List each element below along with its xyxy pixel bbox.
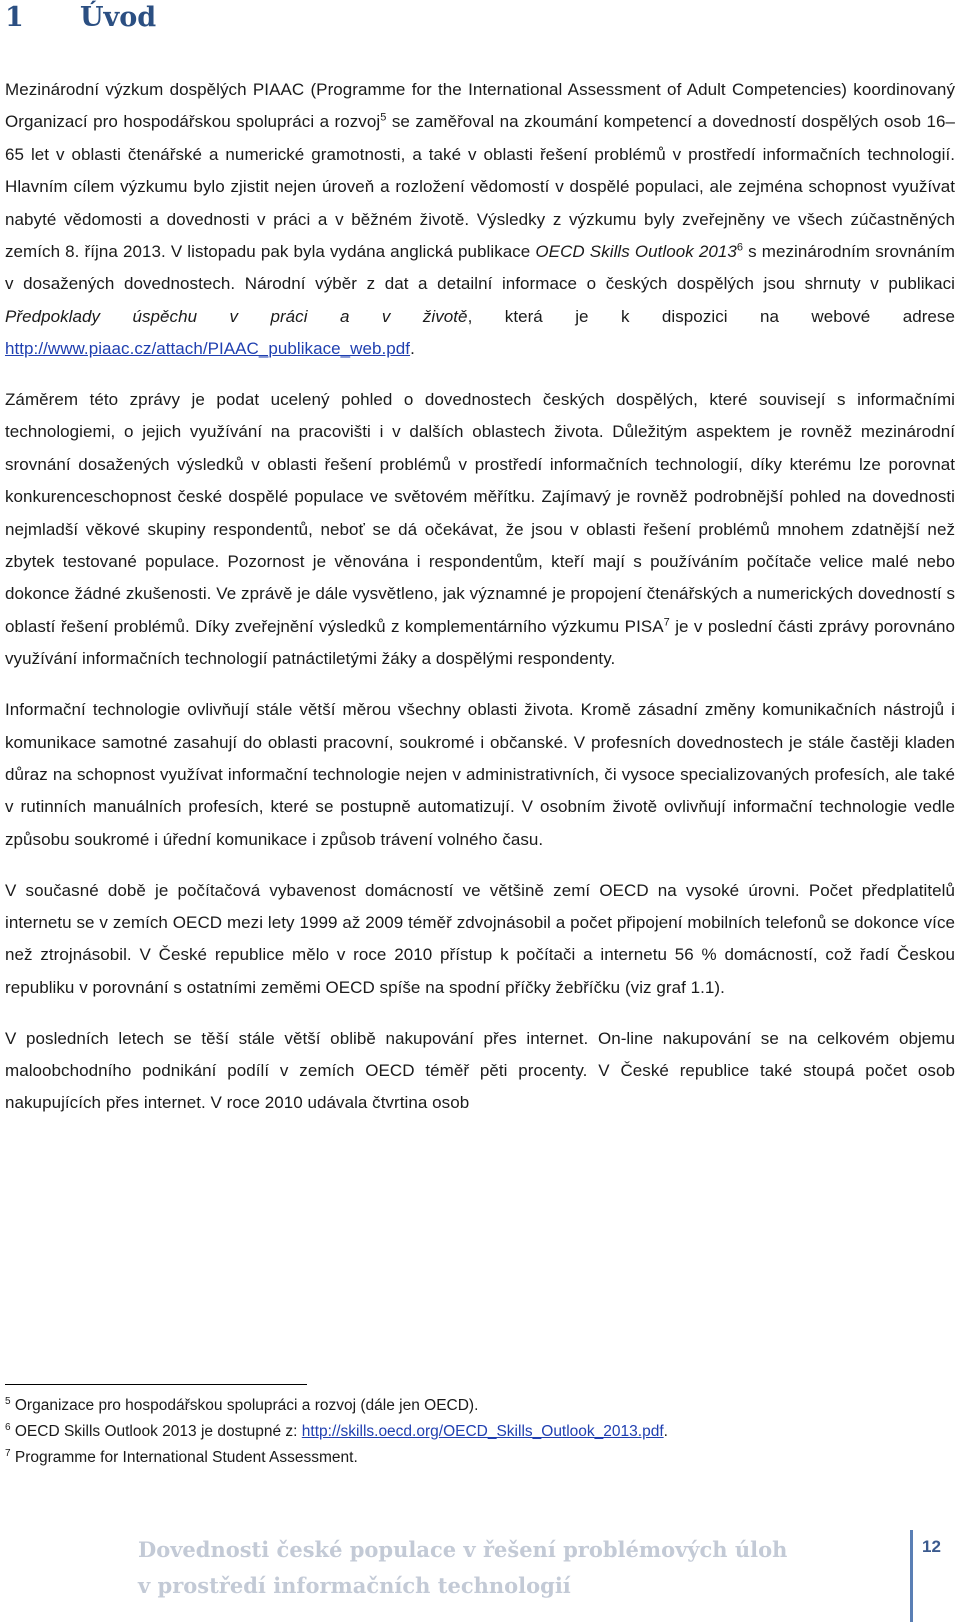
footnote-6 xyxy=(5,1419,955,1445)
piaac-publication-link[interactable]: http://www.piaac.cz/attach/PIAAC_publikace_web.pdf xyxy=(5,339,411,359)
footnote-ref-7[interactable]: 7 xyxy=(663,616,670,629)
footnote-text: Organizace pro hospodářskou spolupráci a rozvoj (dále jen OECD). xyxy=(14,1397,479,1414)
paragraph-1 xyxy=(5,74,955,366)
footnote-5 xyxy=(5,1393,955,1419)
footnote-mark: 5 xyxy=(5,1395,11,1407)
paragraph-4: V současné době je počítačová vybavenost domácností ve většině zemí OECD na vysoké úrovni. Počet předplatitelů internetu se v zemích OECD mezi lety 1999 až 2009 téměř zdvojnásobil a počet připojení mobilních telefonů se dokonce více než ztrojnásobil. V České republice mělo v roce 2010 přístup k počítači a internetu 56 % domácností, což řadí Českou republiku v porovnání s ostatními zeměmi OECD spíše na spodní příčky žebříčku (viz graf 1.1). xyxy=(5,880,955,997)
footer-divider-bar xyxy=(910,1530,913,1622)
chapter-heading xyxy=(5,2,156,33)
footnotes xyxy=(5,1393,955,1471)
paragraph-3: Informační technologie ovlivňují stále větší měrou všechny oblasti života. Kromě zásadní změny komunikačních nástrojů i komunikace samotné zasahují do oblasti pracovní, soukromé i občanské. V profesních dovednostech je stále častěji kladen důraz na schopnost využívat informační technologie nejen v administrativních, či vysoce specializovaných profesích, ale také v rutinních manuálních profesích, které se postupně automatizují. V osobním životě ovlivňují informační technologie vedle způsobu soukromé i úřední komunikace i způsob trávení volného času. xyxy=(5,700,955,849)
footer-title-line: v prostředí informačních technologií xyxy=(138,1573,571,1598)
footer-publication-title xyxy=(138,1532,787,1604)
body-text xyxy=(5,74,955,1138)
oecd-skills-link[interactable]: http://skills.oecd.org/OECD_Skills_Outlook_2013.pdf xyxy=(301,1423,664,1440)
text-run: Záměrem této zprávy je podat ucelený pohled o dovednostech českých dospělých, které souvisejí s informačními technologiemi, o jejich využívání na pracovišti i v dalších oblastech života. Důležitým aspektem je rovněž mezinárodní srovnání dosažených výsledků v oblasti řešení problémů v prostředí informačních technologií, díky kterému lze porovnat konkurenceschopnost české dospělé populace ve světovém měřítku. Zajímavý je rovněž podrobnější pohled na dovednosti nejmladší věkové skupiny respondentů, neboť se dá očekávat, že jsou v oblasti řešení problémů mnohem zdatnější než zbytek testované populace. Pozornost je věnována i respondentům, kteří mají s používáním počítače velice malé nebo dokonce žádné zkušenosti. Ve zprávě je dále vysvětleno, jak významné je propojení čtenářských a numerických dovedností s oblastí řešení problémů. Díky zveřejnění výsledků z komplementárního výzkumu PISA xyxy=(5,390,955,636)
page-number: 12 xyxy=(922,1537,941,1556)
italic-title: Předpoklady úspěchu v práci a v životě xyxy=(5,306,468,326)
footnote-text: Programme for International Student Assessment. xyxy=(14,1449,358,1466)
italic-title: OECD Skills Outlook 2013 xyxy=(535,242,737,262)
text-run: . xyxy=(410,339,415,359)
footnote-text: OECD Skills Outlook 2013 je dostupné z: xyxy=(14,1423,302,1440)
paragraph-2 xyxy=(5,384,955,676)
footer-title-line: Dovednosti české populace v řešení problémových úloh xyxy=(138,1537,788,1562)
chapter-number: 1 xyxy=(5,2,24,33)
text-run: Mezinárodní výzkum dospělých PIAAC (Programme for the International Assessment of Adult Competencies) koordinovaný Organizací pro hospodářskou spolupráci a rozvoj xyxy=(5,80,955,132)
footnote-ref-6[interactable]: 6 xyxy=(736,241,744,254)
footnote-mark: 7 xyxy=(5,1447,11,1459)
footnote-mark: 6 xyxy=(5,1421,11,1433)
text-run: je v poslední části zprávy porovnáno využívání informačních technologií patnáctiletými žáky a dospělými respondenty. xyxy=(5,616,956,669)
footnote-separator xyxy=(5,1384,307,1385)
footnote-7 xyxy=(5,1445,955,1471)
text-run: , která je k dispozici na webové adrese xyxy=(467,306,955,326)
chapter-title: Úvod xyxy=(80,2,157,33)
text-run: se zaměřoval na zkoumání kompetencí a dovedností dospělých osob 16–65 let v oblasti čtenářské a numerické gramotnosti, a také v oblasti řešení problémů v prostředí informačních technologií. Hlavním cílem výzkumu bylo zjistit nejen úroveň a rozložení vědomostí v dospělé populaci, ale zejména schopnost využívat nabyté vědomosti a dovednosti v práci a v běžném životě. Výsledky z výzkumu byly zveřejněny ve všech zúčastněných zemích 8. října 2013. V listopadu pak byla vydána anglická publikace xyxy=(5,112,956,262)
text-run: s mezinárodním srovnáním v dosažených dovednostech. Národní výběr z dat a detailní informace o českých dospělých jsou shrnuty v publikaci xyxy=(5,242,956,294)
footnote-ref-5[interactable]: 5 xyxy=(380,111,387,124)
paragraph-5: V posledních letech se těší stále větší oblibě nakupování přes internet. On-line nakupování se na celkovém objemu maloobchodního podnikání podílí v zemích OECD téměř pěti procenty. V České republice také stoupá počet osob nakupujících přes internet. V roce 2010 udávala čtvrtina osob xyxy=(5,1028,955,1113)
footnote-text: . xyxy=(663,1423,668,1440)
